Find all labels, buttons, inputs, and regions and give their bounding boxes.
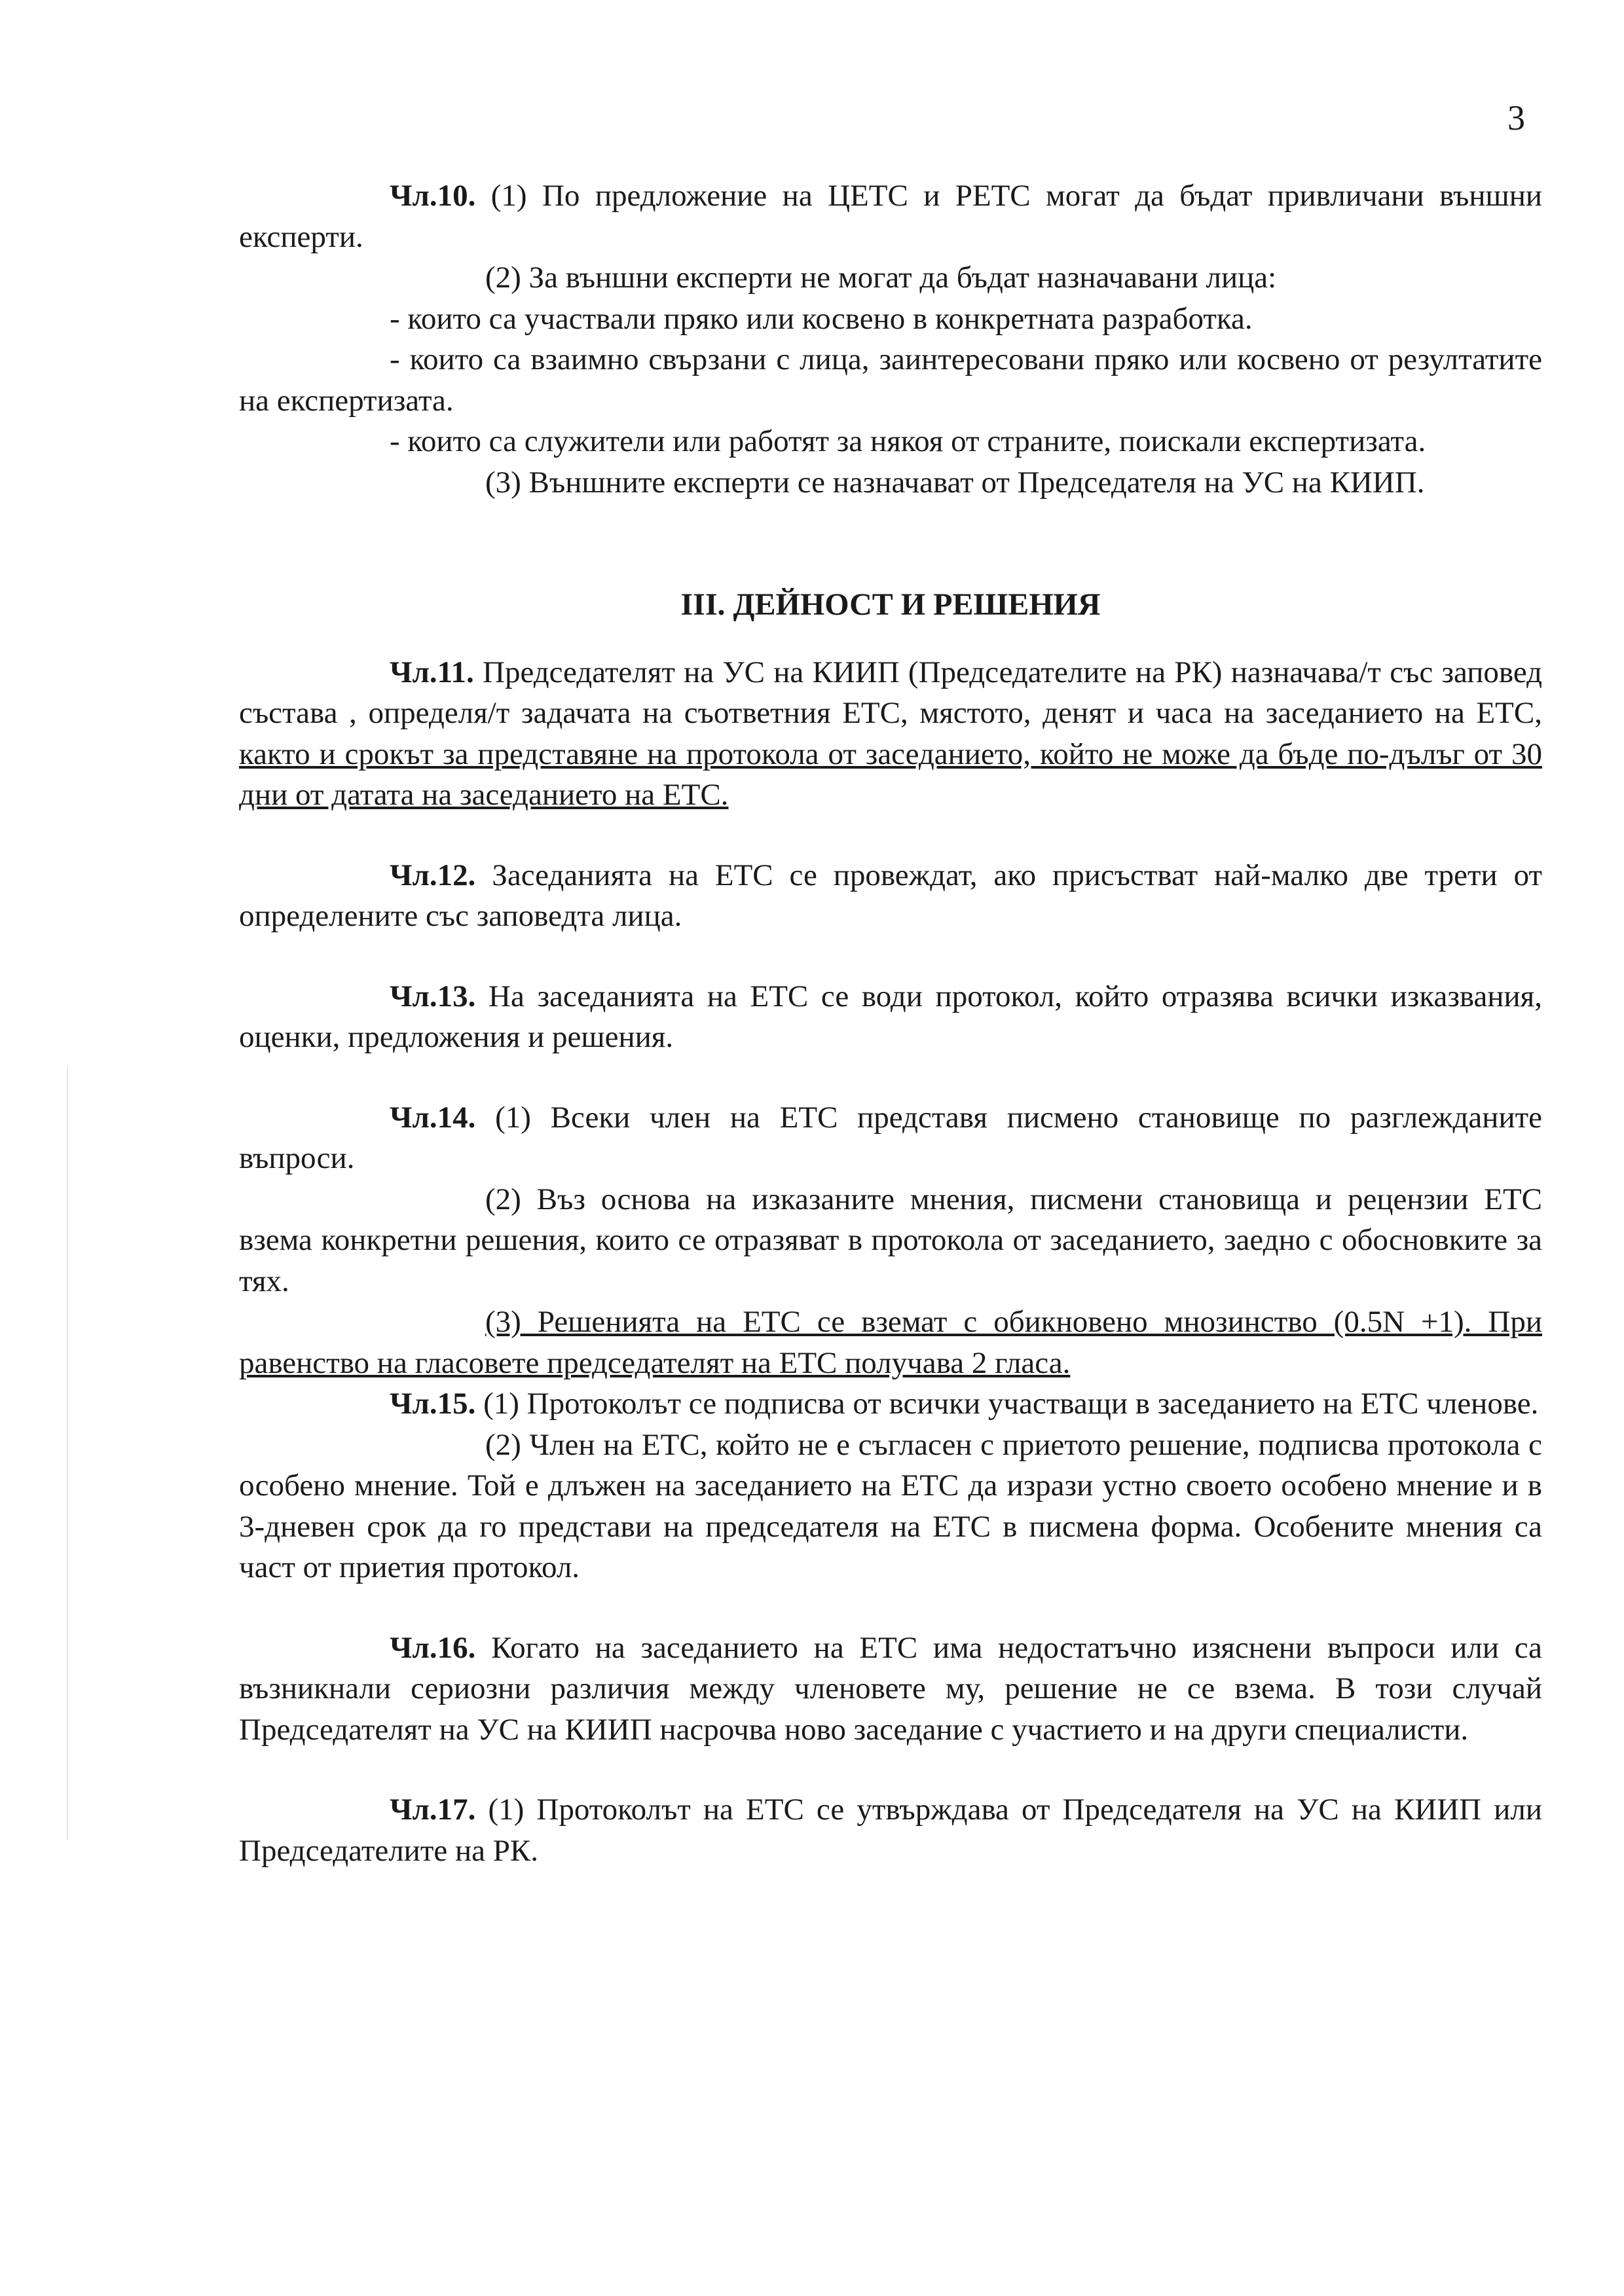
article-10-paragraph-1 [239, 175, 1542, 257]
article-14-number: Чл.14. [390, 1100, 476, 1135]
article-11-text: Председателят на УС на КИИП (Председателите на РК) назначава/т със заповед състава , определя/т задачата на съответния ЕТС, мястото, денят и часа на заседанието на ЕТС, [239, 655, 1542, 730]
article-15-p1-text: (1) Протоколът се подписва от всички участващи в заседанието на ЕТС членове. [483, 1387, 1539, 1421]
article-10-paragraph-2: (2) За външни експерти не могат да бъдат назначавани лица: [485, 261, 1277, 295]
article-10-paragraph-3: (3) Външните експерти се назначават от Председателя на УС на КИИП. [485, 465, 1425, 500]
document-body [239, 175, 1542, 1871]
page-number: 3 [1507, 98, 1525, 137]
article-10-bullet-3: - които са служители или работят за някоя от страните, поискали експертизата. [390, 424, 1426, 458]
article-11 [239, 652, 1542, 816]
article-12-text: Заседанията на ЕТС се провеждат, ако присъстват най-малко две трети от определените със заповедта лица. [239, 858, 1542, 933]
article-12 [239, 855, 1542, 937]
article-12-number: Чл.12. [390, 858, 476, 892]
article-15-paragraph-1 [239, 1383, 1542, 1425]
article-13-text: На заседанията на ЕТС се води протокол, който отразява всички изказвания, оценки, предложения и решения. [239, 979, 1543, 1054]
article-14-p1-text: (1) Всеки член на ЕТС представя писмено становище по разглежданите въпроси. [239, 1100, 1542, 1175]
article-16-text: Когато на заседанието на ЕТС има недостатъчно изяснени въпроси или са възникнали сериозни различия между членовете му, решение не се взема. В този случай Председателят на УС на КИИП насрочва ново заседание с участието и на други специалисти. [239, 1630, 1543, 1747]
section-heading: III. ДЕЙНОСТ И РЕШЕНИЯ [680, 587, 1101, 622]
article-17-number: Чл.17. [390, 1793, 476, 1827]
article-15-number: Чл.15. [390, 1387, 476, 1421]
scan-artifact-line [67, 1067, 68, 1840]
article-17 [239, 1789, 1542, 1871]
article-11-number: Чл.11. [390, 655, 474, 689]
article-10-p1-text: (1) По предложение на ЦЕТС и РЕТС могат да бъдат привличани външни експерти. [239, 179, 1542, 254]
article-10-bullet-1: - които са участвали пряко или косвено в конкретната разработка. [390, 301, 1253, 336]
article-16-number: Чл.16. [390, 1630, 476, 1665]
article-15-paragraph-2: (2) Член на ЕТС, който не е съгласен с приетото решение, подписва протокола с особено мнение. Той е длъжен на заседанието на ЕТС да изрази устно своето особено мнение и в 3-дневен срок да го представи на председателя на ЕТС в писмена форма. Особените мнения са част от приетия протокол. [239, 1427, 1542, 1584]
article-11-underlined-text: както и срокът за представяне на протокола от заседанието, който не може да бъде по-дълъг от 30 дни от датата на заседанието на ЕТС. [239, 737, 1542, 812]
article-14-paragraph-1 [239, 1097, 1542, 1179]
article-17-p1-text: (1) Протоколът на ЕТС се утвърждава от Председателя на УС на КИИП или Председателите на РК. [239, 1793, 1542, 1868]
article-13-number: Чл.13. [390, 979, 476, 1013]
article-10-bullet-2: - които са взаимно свързани с лица, заинтересовани пряко или косвено от резултатите на експертизата. [239, 342, 1542, 418]
article-14-paragraph-2: (2) Въз основа на изказаните мнения, писмени становища и рецензии ЕТС взема конкретни решения, които се отразяват в протокола от заседанието, заедно с обосновките за тях. [239, 1182, 1542, 1298]
article-16 [239, 1628, 1542, 1751]
article-14-paragraph-3-underlined: (3) Решенията на ЕТС се вземат с обикновено мнозинство (0.5N +1). При равенство на гласовете председателят на ЕТС получава 2 гласа. [239, 1305, 1542, 1380]
article-10-number: Чл.10. [390, 179, 476, 213]
article-13 [239, 976, 1542, 1058]
